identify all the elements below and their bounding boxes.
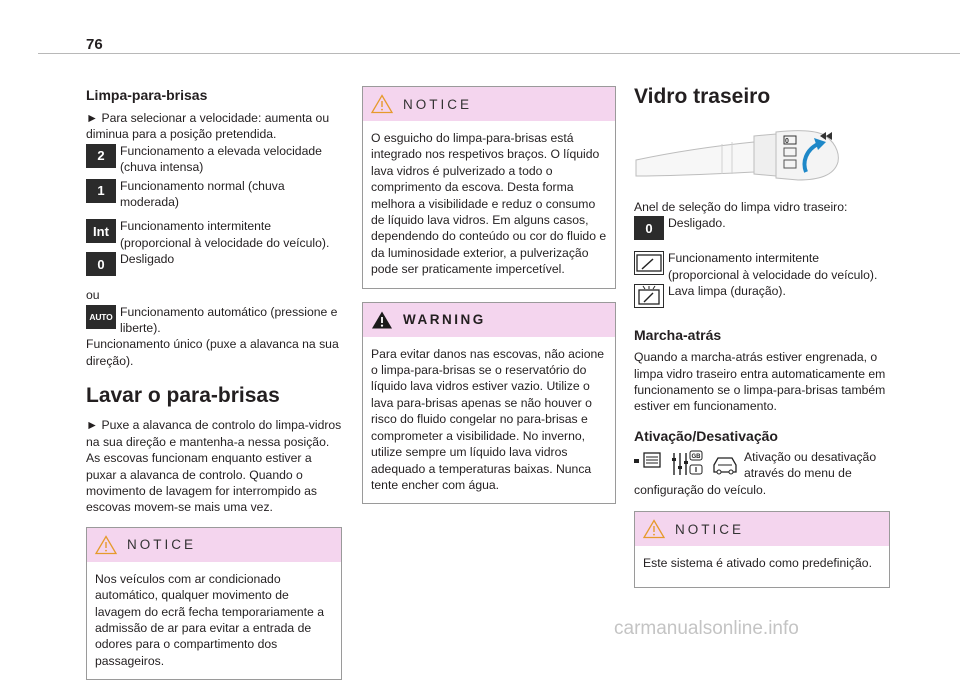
speed-2-key: 2 [86, 144, 116, 168]
rear-intermittent-text: Funcionamento intermitente (proporcional à velocidade do veículo). [668, 251, 878, 282]
auto-text: Funcionamento automático (pressione e liberte). [120, 304, 338, 336]
speed-1-text: Funcionamento normal (chuva moderada) [120, 178, 285, 210]
column-2 [362, 86, 616, 504]
warning-header [363, 303, 615, 337]
auto-row [86, 304, 342, 337]
activation-row [634, 449, 890, 482]
rear-intermittent-row [634, 250, 890, 283]
top-rule [38, 53, 960, 54]
notice-triangle-icon [371, 94, 393, 114]
column-1 [86, 80, 342, 680]
notice-text: Nos veículos com ar condicionado automático, qualquer movimento de lavagem do ecrã fecha temporariamente a admissão de ar para evitar a entrada de odores para o compartimento dos passageiros. [95, 571, 324, 668]
wiper-intro: ► Para selecionar a velocidade: aumenta ou diminua para a posição pretendida. [86, 111, 330, 142]
notice-box-1 [86, 527, 342, 680]
gb-label: GB [691, 453, 701, 460]
notice-header [363, 87, 615, 121]
notice-label: NOTICE [403, 96, 473, 112]
rear-wiper-stalk-illustration [634, 122, 848, 186]
speed-int-text: Funcionamento intermitente (proporcional à velocidade do veículo). [120, 219, 330, 250]
wiper-title: Limpa-para-brisas [86, 87, 208, 103]
notice-triangle-icon [643, 519, 665, 539]
notice-header [635, 512, 889, 546]
rear-washer-icon [634, 284, 664, 308]
wash-title: Lavar o para-brisas [86, 384, 280, 408]
speed-0-key: 0 [86, 252, 116, 276]
rear-window-title: Vidro traseiro [634, 85, 771, 108]
reverse-text: Quando a marcha-atrás estiver engrenada, o limpa vidro traseiro entra automaticamente em funcionamento se o limpa-para-brisas também estiver em funcionamento. [634, 350, 886, 414]
warning-box [362, 302, 616, 505]
settings-menu-icon [634, 449, 740, 479]
rear-off-text: Desligado. [668, 216, 726, 231]
rear-off-row [634, 215, 890, 240]
reverse-title: Marcha-atrás [634, 327, 722, 344]
page-number: 76 [86, 36, 103, 53]
watermark: carmanualsonline.info [614, 618, 799, 639]
auto-key: AUTO [86, 305, 116, 329]
notice-header [87, 528, 341, 562]
rear-off-key: 0 [634, 216, 664, 240]
rear-wash-row [634, 283, 890, 308]
notice-triangle-icon [95, 535, 117, 555]
or-text: ou [86, 288, 100, 303]
rear-wiper-icon [634, 251, 664, 275]
rear-wash-text: Lava limpa (duração). [668, 284, 786, 299]
notice-box-3 [634, 511, 890, 588]
speed-1-key: 1 [86, 179, 116, 203]
column-3 [634, 80, 890, 588]
speed-row-int [86, 218, 342, 251]
speed-row-1 [86, 178, 342, 211]
speed-0-text: Desligado [120, 252, 175, 267]
single-text: Funcionamento único (puxe a alavanca na sua direção). [86, 337, 339, 368]
speed-int-key: Int [86, 219, 116, 243]
ring-text: Anel de seleção do limpa vidro traseiro: [634, 200, 848, 214]
speed-2-text: Funcionamento a elevada velocidade (chuva intensa) [120, 143, 322, 175]
warning-text: Para evitar danos nas escovas, não acione o limpa-para-brisas se o reservatório do líquido lava vidros estiver vazio. Utilize o lava para-brisas apenas se não houver o risco do fluido congelar no para-brisas e comprometer a visibilidade. No inverno, utilize sempre um líquido lava vidros adequado a temperaturas baixas. Nunca tente encher com água. [371, 346, 605, 492]
speed-row-0 [86, 251, 342, 276]
activation-title: Ativação/Desativação [634, 427, 778, 444]
speed-row-2 [86, 143, 342, 176]
warning-label: WARNING [403, 312, 486, 328]
notice-label: NOTICE [675, 521, 745, 537]
notice-box-2 [362, 86, 616, 289]
activation-text-b: configuração do veículo. [634, 482, 767, 497]
notice-label: NOTICE [127, 537, 197, 553]
notice-text: O esguicho do limpa-para-brisas está integrado nos respetivos braços. O líquido lava vidros é pulverizado a todo o comprimento da escova. Desta forma melhora a visibilidade e reduz o consumo de líquido lava vidros. Em alguns casos, dependendo do conteúdo ou cor do fluido e da luminosidade exterior, a pulverização pode ser praticamente impercetível. [371, 131, 607, 277]
notice-text: Este sistema é ativado como predefinição. [643, 556, 872, 571]
svg-text:0: 0 [785, 138, 789, 145]
activation-text-a: Ativação ou desativação através do menu de [744, 449, 877, 481]
wash-text: ► Puxe a alavanca de controlo do limpa-vidros na sua direção e mantenha-a nessa posição. As escovas funcionam enquanto estiver a puxar a alavanca de controlo. Quando o movimento de lavagem for interrompido as escovas movem-se mais uma vez. [86, 418, 342, 515]
warning-triangle-icon [371, 310, 393, 330]
